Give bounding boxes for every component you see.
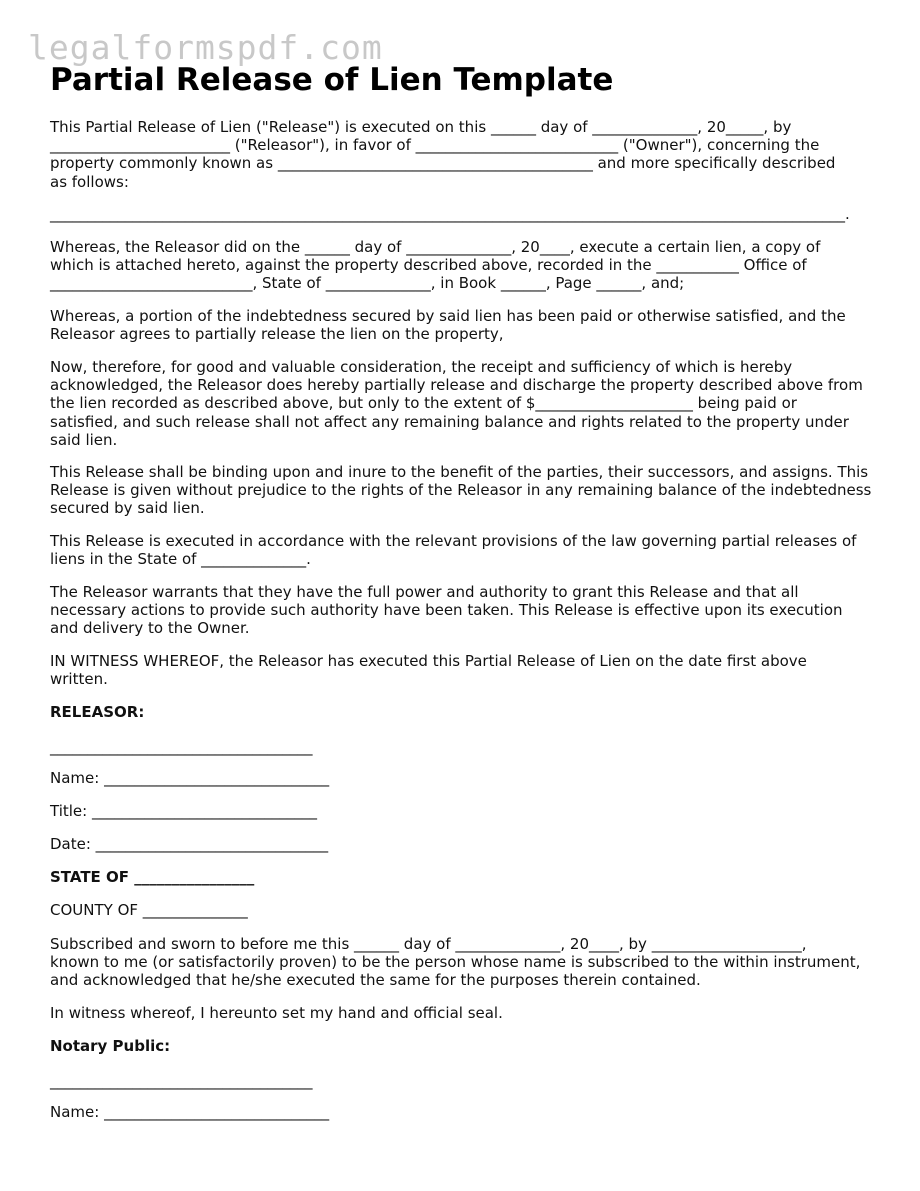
state-of-field: STATE OF ________________: [50, 868, 255, 886]
witness-line-1: IN WITNESS WHEREOF, the Releasor has executed this Partial Release of Lien on the date first above: [50, 652, 807, 670]
notary-heading: Notary Public:: [50, 1037, 171, 1055]
accordance-line-2: liens in the State of ______________.: [50, 550, 311, 569]
intro-paragraph: [50, 118, 835, 191]
intro-line-2: ________________________ ("Releasor"), in favor of ___________________________ ("Owner"), concerning the: [50, 136, 820, 155]
whereas-lien-line-3: ___________________________, State of ______________, in Book ______, Page ______, and;: [50, 274, 685, 293]
now-therefore-line-5: said lien.: [50, 430, 118, 449]
whereas-lien-line-2: which is attached hereto, against the property described above, recorded in the ___________ Office of: [50, 256, 807, 275]
now-therefore-line-2: acknowledged, the Releasor does hereby partially release and discharge the property described above from: [50, 376, 863, 395]
subscribed-line-1: Subscribed and sworn to before me this ______ day of ______________, 20____, by ____________________,: [50, 935, 807, 953]
releasor-heading: RELEASOR:: [50, 703, 145, 721]
watermark-text: legalformspdf.com: [28, 28, 383, 67]
releasor-title-field: Title: ______________________________: [50, 802, 317, 820]
subscribed-line-2: known to me (or satisfactorily proven) to be the person whose name is subscribed to the within instrument,: [50, 953, 861, 972]
notary-signature-line: ___________________________________: [50, 1072, 313, 1090]
binding-line-1: This Release shall be binding upon and inure to the benefit of the parties, their successors, and assigns. This: [50, 463, 869, 481]
warrants-line-1: The Releasor warrants that they have the full power and authority to grant this Release and that all: [50, 583, 799, 601]
whereas-lien-line-1: Whereas, the Releasor did on the ______ day of ______________, 20____, execute a certain lien, a copy of: [50, 238, 821, 256]
now-therefore-line-4: satisfied, and such release shall not affect any remaining balance and rights related to the property under: [50, 412, 849, 431]
releasor-name-field: Name: ______________________________: [50, 769, 330, 787]
now-therefore-paragraph: [50, 358, 863, 449]
accordance-line-1: This Release is executed in accordance with the relevant provisions of the law governing partial releases of: [50, 532, 857, 550]
county-of-field: COUNTY OF ______________: [50, 901, 248, 919]
now-therefore-line-3: the lien recorded as described above, but only to the extent of $_____________________ being paid or: [50, 394, 797, 413]
warrants-line-2: necessary actions to provide such authority have been taken. This Release is effective upon its execution: [50, 601, 843, 620]
subscribed-line-3: and acknowledged that he/she executed the same for the purposes therein contained.: [50, 971, 701, 990]
releasor-signature-line: ___________________________________: [50, 738, 313, 756]
subscribed-paragraph: [50, 935, 860, 990]
whereas-indebtedness-line-2: Releasor agrees to partially release the lien on the property,: [50, 325, 504, 344]
witness-paragraph: [50, 652, 807, 688]
intro-line-4: as follows:: [50, 172, 129, 191]
page-title: Partial Release of Lien Template: [50, 62, 614, 98]
binding-paragraph: [50, 463, 871, 518]
whereas-indebtedness-line-1: Whereas, a portion of the indebtedness secured by said lien has been paid or otherwise satisfied, and the: [50, 307, 846, 325]
intro-line-3: property commonly known as __________________________________________ and more specifically described: [50, 154, 836, 173]
intro-line-1: This Partial Release of Lien ("Release") is executed on this ______ day of ______________, 20_____, by: [50, 118, 792, 136]
notary-name-field: Name: ______________________________: [50, 1103, 330, 1121]
releasor-date-field: Date: _______________________________: [50, 835, 329, 853]
binding-line-3: secured by said lien.: [50, 499, 205, 518]
warrants-line-3: and delivery to the Owner.: [50, 619, 250, 638]
accordance-paragraph: [50, 532, 856, 568]
whereas-indebtedness-paragraph: [50, 307, 846, 343]
seal-statement: In witness whereof, I hereunto set my hand and official seal.: [50, 1004, 503, 1022]
whereas-lien-paragraph: [50, 238, 820, 293]
description-blank-line: __________________________________________________________________________________________________________.: [50, 205, 850, 223]
warrants-paragraph: [50, 583, 843, 638]
binding-line-2: Release is given without prejudice to the rights of the Releasor in any remaining balance of the indebtedness: [50, 481, 872, 500]
witness-line-2: written.: [50, 670, 108, 689]
now-therefore-line-1: Now, therefore, for good and valuable consideration, the receipt and sufficiency of which is hereby: [50, 358, 793, 376]
